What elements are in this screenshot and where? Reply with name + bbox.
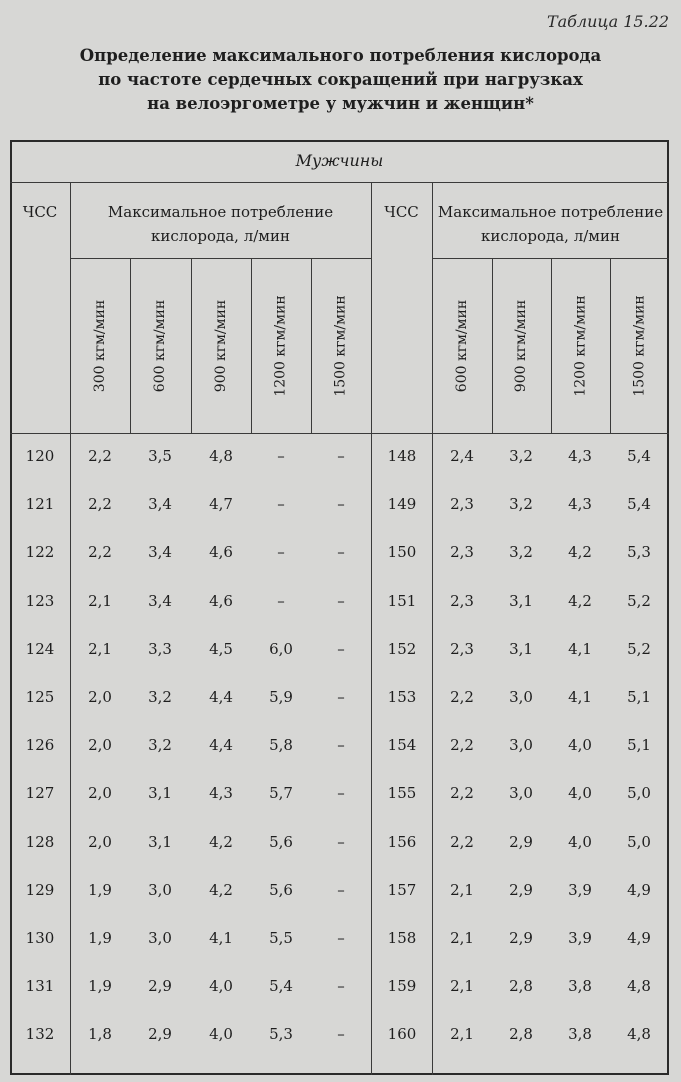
group-header: Мужчины [295, 151, 384, 170]
vo2-cell: 1,9 [88, 881, 112, 899]
load-header [70, 258, 130, 433]
hr-cell: 124 [25, 640, 55, 658]
hr-cell: 155 [387, 784, 417, 802]
load-header [432, 258, 492, 433]
vo2-cell: 2,3 [450, 543, 474, 561]
vo2-cell: – [337, 929, 345, 947]
vo2-cell: – [337, 640, 345, 658]
load-label: 300 кгм/мин [92, 299, 109, 392]
title-line: на велоэргометре у мужчин и женщин* [147, 94, 534, 113]
header-divider [10, 182, 669, 183]
vo2-cell: 1,8 [88, 1025, 112, 1043]
vo2-header [432, 196, 669, 252]
vo2-cell: 4,8 [627, 977, 651, 995]
vo2-cell: – [277, 592, 285, 610]
hr-cell: 122 [25, 543, 55, 561]
vo2-header-line: кислорода, л/мин [481, 227, 620, 245]
vo2-cell: 2,9 [509, 833, 533, 851]
vo2-cell: 2,9 [509, 881, 533, 899]
vo2-cell: 4,4 [209, 688, 233, 706]
vo2-cell: 4,6 [209, 592, 233, 610]
load-header [251, 258, 311, 433]
table-number: Таблица 15.22 [546, 12, 669, 31]
vo2-cell: 3,2 [509, 543, 533, 561]
vo2-cell: – [337, 688, 345, 706]
vo2-cell: 4,1 [568, 688, 592, 706]
vo2-cell: 2,0 [88, 688, 112, 706]
hr-cell: 157 [387, 881, 417, 899]
vo2-cell: 2,0 [88, 833, 112, 851]
hr-cell: 128 [25, 833, 55, 851]
hr-cell: 125 [25, 688, 55, 706]
hr-cell: 150 [387, 543, 417, 561]
hr-cell: 156 [387, 833, 417, 851]
vo2-cell: 3,1 [509, 592, 533, 610]
vo2-cell: 2,2 [450, 784, 474, 802]
vo2-cell: 2,0 [88, 784, 112, 802]
vo2-cell: 3,2 [509, 495, 533, 513]
vo2-cell: 4,0 [568, 736, 592, 754]
load-label: 1200 кгм/мин [273, 294, 290, 397]
hr-cell: 149 [387, 495, 417, 513]
hr-cell: 158 [387, 929, 417, 947]
vo2-cell: 4,0 [568, 833, 592, 851]
vo2-cell: 2,2 [88, 447, 112, 465]
hr-cell: 127 [25, 784, 55, 802]
vo2-cell: 2,1 [450, 929, 474, 947]
vo2-cell: 3,9 [568, 929, 592, 947]
hr-header: ЧСС [384, 203, 419, 221]
vo2-cell: 2,2 [88, 543, 112, 561]
vo2-cell: 4,1 [209, 929, 233, 947]
vo2-cell: – [337, 1025, 345, 1043]
vo2-cell: 5,1 [627, 736, 651, 754]
vo2-cell: 4,9 [627, 929, 651, 947]
column-divider [371, 182, 372, 1075]
load-label: 1200 кгм/мин [572, 294, 589, 397]
vo2-header-line: Максимальное потребление [107, 203, 334, 221]
vo2-cell: 2,8 [509, 1025, 533, 1043]
vo2-cell: 3,2 [509, 447, 533, 465]
header-divider [10, 433, 669, 434]
vo2-cell: 2,2 [88, 495, 112, 513]
vo2-cell: 5,4 [269, 977, 293, 995]
hr-cell: 154 [387, 736, 417, 754]
load-header [551, 258, 610, 433]
vo2-cell: – [277, 543, 285, 561]
load-label: 600 кгм/мин [454, 299, 471, 392]
vo2-cell: 3,4 [148, 592, 172, 610]
vo2-cell: 4,3 [209, 784, 233, 802]
vo2-cell: – [277, 447, 285, 465]
vo2-cell: 3,9 [568, 881, 592, 899]
vo2-cell: 4,3 [568, 495, 592, 513]
load-label: 900 кгм/мин [513, 299, 530, 392]
vo2-cell: 3,0 [509, 736, 533, 754]
vo2-header-line: Максимальное потребление [437, 203, 664, 221]
vo2-cell: 3,4 [148, 495, 172, 513]
load-label: 600 кгм/мин [152, 299, 169, 392]
vo2-cell: 4,9 [627, 881, 651, 899]
vo2-cell: 5,2 [627, 640, 651, 658]
hr-cell: 148 [387, 447, 417, 465]
hr-cell: 130 [25, 929, 55, 947]
hr-cell: 159 [387, 977, 417, 995]
vo2-cell: 4,3 [568, 447, 592, 465]
vo2-cell: 1,9 [88, 929, 112, 947]
title-line: Определение максимального потребления кислорода [79, 46, 602, 65]
vo2-cell: 3,0 [509, 688, 533, 706]
vo2-cell: 4,4 [209, 736, 233, 754]
vo2-cell: 4,0 [209, 1025, 233, 1043]
vo2-cell: 5,7 [269, 784, 293, 802]
vo2-cell: 3,2 [148, 688, 172, 706]
vo2-cell: 5,9 [269, 688, 293, 706]
vo2-cell: 2,9 [148, 977, 172, 995]
vo2-cell: 2,1 [450, 977, 474, 995]
vo2-cell: 2,1 [450, 881, 474, 899]
vo2-cell: 3,2 [148, 736, 172, 754]
vo2-cell: – [337, 495, 345, 513]
vo2-cell: 5,4 [627, 447, 651, 465]
hr-cell: 121 [25, 495, 55, 513]
vo2-cell: 5,5 [269, 929, 293, 947]
vo2-cell: – [337, 977, 345, 995]
load-header [191, 258, 251, 433]
vo2-cell: – [337, 833, 345, 851]
vo2-cell: 3,0 [509, 784, 533, 802]
vo2-cell: 2,2 [450, 688, 474, 706]
vo2-cell: 5,6 [269, 833, 293, 851]
vo2-cell: 4,6 [209, 543, 233, 561]
vo2-cell: – [277, 495, 285, 513]
hr-cell: 132 [25, 1025, 55, 1043]
hr-cell: 126 [25, 736, 55, 754]
vo2-cell: 3,0 [148, 929, 172, 947]
vo2-cell: 2,2 [450, 736, 474, 754]
vo2-cell: 5,1 [627, 688, 651, 706]
vo2-cell: 4,0 [568, 784, 592, 802]
vo2-cell: 4,1 [568, 640, 592, 658]
vo2-cell: 4,7 [209, 495, 233, 513]
vo2-cell: 5,6 [269, 881, 293, 899]
vo2-cell: 4,2 [568, 592, 592, 610]
hr-cell: 153 [387, 688, 417, 706]
vo2-cell: 2,4 [450, 447, 474, 465]
vo2-cell: 1,9 [88, 977, 112, 995]
hr-header: ЧСС [22, 203, 58, 221]
vo2-cell: 5,0 [627, 784, 651, 802]
vo2-cell: – [337, 543, 345, 561]
vo2-cell: 4,2 [568, 543, 592, 561]
vo2-cell: 5,8 [269, 736, 293, 754]
vo2-cell: 3,8 [568, 1025, 592, 1043]
vo2-cell: 2,1 [450, 1025, 474, 1043]
vo2-cell: – [337, 447, 345, 465]
vo2-header-line: кислорода, л/мин [151, 227, 290, 245]
title-line: по частоте сердечных сокращений при нагрузках [98, 70, 583, 89]
vo2-cell: 4,2 [209, 833, 233, 851]
vo2-cell: 4,8 [627, 1025, 651, 1043]
vo2-cell: 6,0 [269, 640, 293, 658]
vo2-cell: – [337, 592, 345, 610]
load-label: 1500 кгм/мин [333, 294, 350, 397]
table-title [0, 44, 681, 116]
vo2-cell: 5,2 [627, 592, 651, 610]
vo2-cell: 2,0 [88, 736, 112, 754]
hr-cell: 152 [387, 640, 417, 658]
vo2-cell: 2,3 [450, 495, 474, 513]
vo2-cell: 4,5 [209, 640, 233, 658]
vo2-cell: 2,3 [450, 592, 474, 610]
vo2-cell: 3,8 [568, 977, 592, 995]
load-label: 1500 кгм/мин [631, 294, 648, 397]
hr-cell: 160 [387, 1025, 417, 1043]
load-header [311, 258, 371, 433]
vo2-cell: – [337, 881, 345, 899]
vo2-header [70, 196, 371, 252]
load-header [130, 258, 191, 433]
vo2-cell: 5,3 [627, 543, 651, 561]
vo2-cell: 5,3 [269, 1025, 293, 1043]
vo2-cell: – [337, 784, 345, 802]
vo2-cell: 3,4 [148, 543, 172, 561]
vo2-cell: – [337, 736, 345, 754]
vo2-cell: 3,1 [148, 784, 172, 802]
hr-cell: 120 [25, 447, 55, 465]
vo2-cell: 2,1 [88, 640, 112, 658]
vo2-cell: 2,9 [509, 929, 533, 947]
load-header [492, 258, 551, 433]
vo2-cell: 2,1 [88, 592, 112, 610]
vo2-cell: 5,4 [627, 495, 651, 513]
vo2-cell: 3,3 [148, 640, 172, 658]
vo2-cell: 3,1 [148, 833, 172, 851]
vo2-cell: 3,1 [509, 640, 533, 658]
load-label: 900 кгм/мин [213, 299, 230, 392]
vo2-cell: 2,8 [509, 977, 533, 995]
vo2-cell: 4,0 [209, 977, 233, 995]
hr-cell: 131 [25, 977, 55, 995]
hr-cell: 151 [387, 592, 417, 610]
vo2-cell: 2,9 [148, 1025, 172, 1043]
vo2-cell: 5,0 [627, 833, 651, 851]
hr-cell: 129 [25, 881, 55, 899]
vo2-cell: 2,3 [450, 640, 474, 658]
vo2-cell: 4,2 [209, 881, 233, 899]
vo2-cell: 2,2 [450, 833, 474, 851]
vo2-cell: 3,5 [148, 447, 172, 465]
hr-cell: 123 [25, 592, 55, 610]
vo2-cell: 4,8 [209, 447, 233, 465]
load-header [610, 258, 669, 433]
vo2-cell: 3,0 [148, 881, 172, 899]
